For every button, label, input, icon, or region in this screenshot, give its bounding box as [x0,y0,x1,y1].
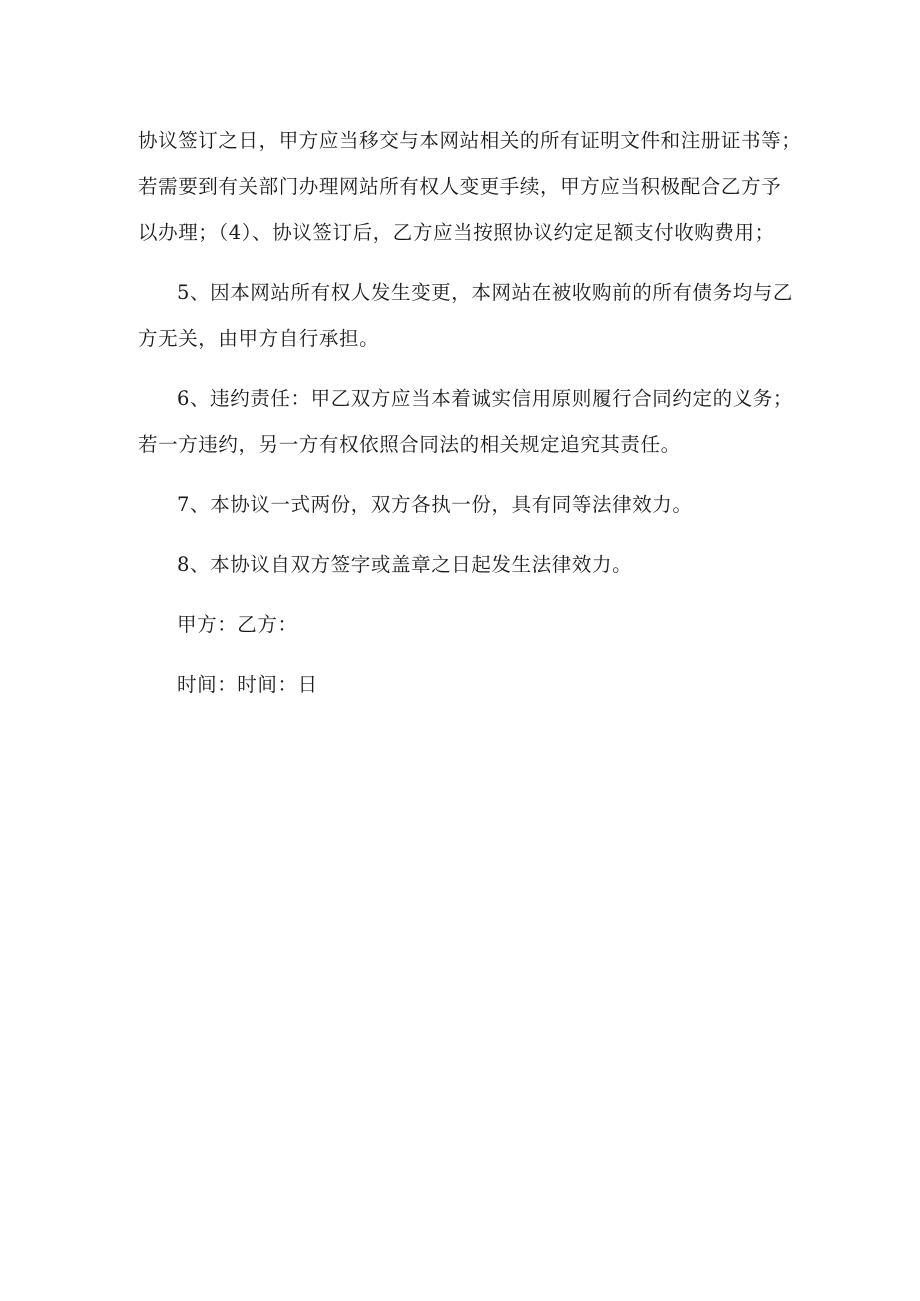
paragraph-handover-clause [138,118,802,256]
signature-parties [138,602,788,648]
text-line: 6、违约责任：甲乙双方应当本着诚实信用原则履行合同约定的义务； [177,387,794,410]
text-line: 8、本协议自双方签字或盖章之日起发生法律效力。 [177,553,633,576]
signature-dates [138,662,788,708]
text-line: 协议签订之日，甲方应当移交与本网站相关的所有证明文件和注册证书等； [138,129,802,152]
paragraph-clause-8 [138,542,788,588]
text-line: 方无关，由甲方自行承担。 [138,327,380,350]
paragraph-clause-5 [138,270,794,362]
text-line: 时间：时间：日 [177,673,318,696]
text-line: 以办理；（4）、协议签订后，乙方应当按照协议约定足额支付收购费用； [138,221,775,244]
text-line: 若需要到有关部门办理网站所有权人变更手续，甲方应当积极配合乙方予 [138,175,782,198]
document-body [138,118,802,722]
text-line: 甲方：乙方： [177,613,298,636]
paragraph-clause-6 [138,376,794,468]
text-line: 7、本协议一式两份，双方各执一份，具有同等法律效力。 [177,493,693,516]
text-line: 5、因本网站所有权人发生变更，本网站在被收购前的所有债务均与乙 [177,281,794,304]
text-line: 若一方违约，另一方有权依照合同法的相关规定追究其责任。 [138,433,681,456]
paragraph-clause-7 [138,482,788,528]
